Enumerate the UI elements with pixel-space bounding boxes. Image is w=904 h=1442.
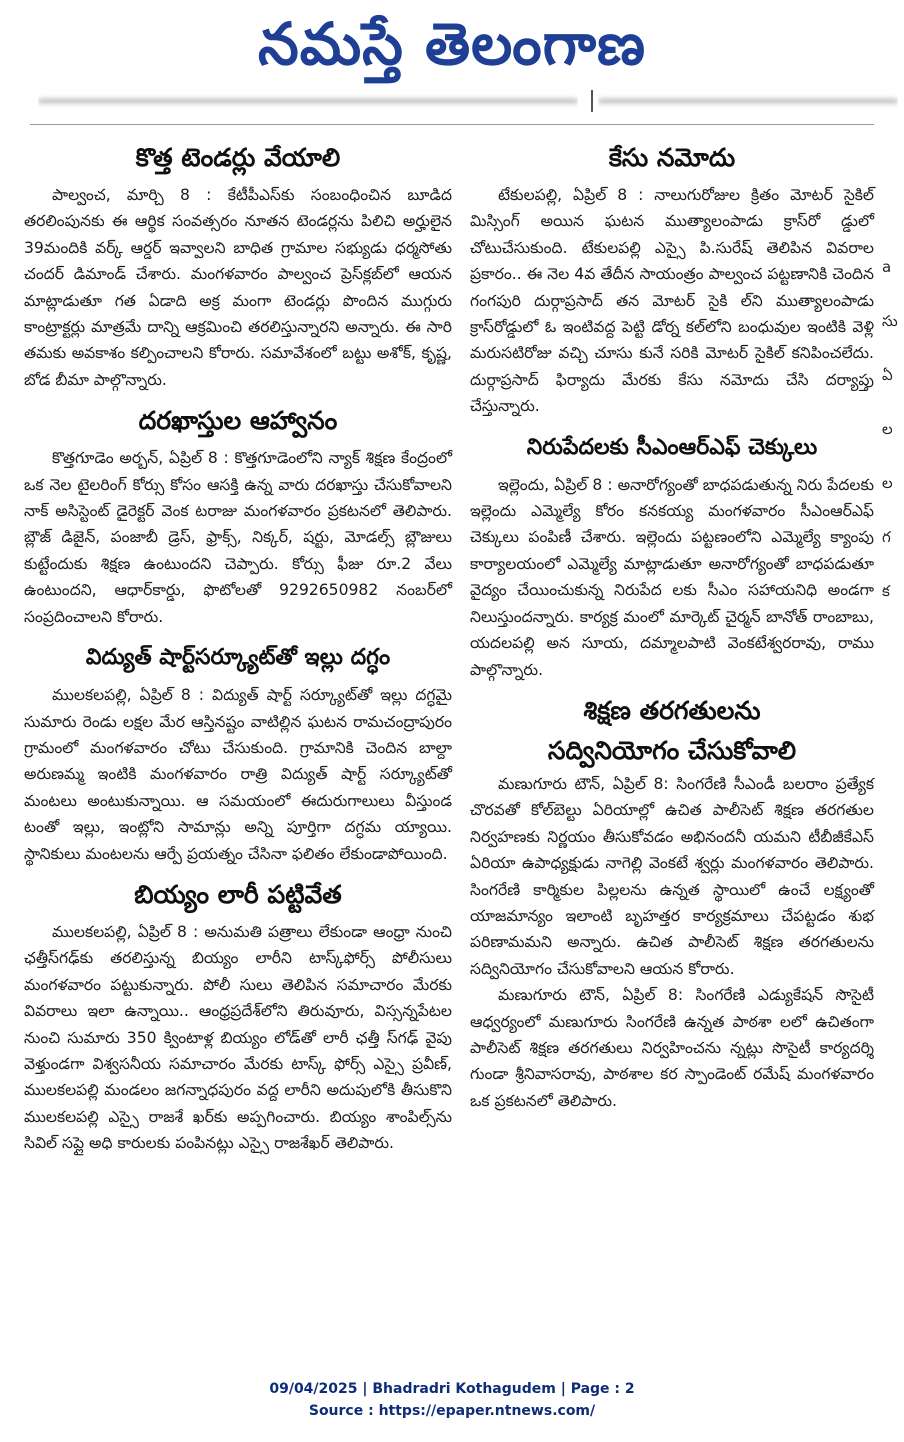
masthead bbox=[0, 0, 904, 88]
edge-fragment: గ bbox=[882, 528, 891, 546]
tagline-divider bbox=[591, 90, 593, 112]
article-body: మణుగూరు టౌన్, ఏప్రిల్ 8: సింగరేణి ఎడ్యుకేషన్ సొసైటీ ఆధ్వర్యంలో మణుగూరు సింగరేణి ఉన్నత పాఠశా లలో ఉచితంగా పాలీసెట్ శిక్షణ తరగతులు నిర్వహించను న్నట్లు సొసైటీ కార్యదర్శి గుండా శ్రీనివాసరావు, పాఠశాల కర స్పాండెంట్ రమేష్ మంగళవారం ఒక ప్రకటనలో తెలిపారు. bbox=[470, 986, 874, 1110]
article-body: ఇల్లెందు, ఏప్రిల్ 8 : అనారోగ్యంతో బాధపడుతున్న నిరు పేదలకు ఇల్లెందు ఎమ్మెల్యే కోరం కనకయ్య మంగళవారం సీఎంఆర్‌ఎఫ్ చెక్కులు పంపిణీ చేశారు. ఇల్లెందు పట్టణంలోని ఎమ్మెల్యే క్యాంపు కార్యాలయంలో ఎమ్మెల్యే మాట్లాడుతూ అనారోగ్యంతో బాధపడుతూ వైద్యం చేయించుకున్న నిరుపేద లకు సీఎం సహాయనిధి అండగా నిలుస్తుందన్నారు. కార్యక్ర మంలో మార్కెట్ చైర్మన్ బానోత్ రాంబాబు, యదలపల్లి అన సూయ, దమ్మాలపాటి వెంకటేశ్వరరావు, రాము పాల్గొన్నారు. bbox=[470, 475, 874, 679]
article-body: టేకులపల్లి, ఏప్రిల్ 8 : నాలుగురోజుల క్రితం మోటర్ సైకిల్ మిస్సింగ్ అయిన ఘటన ముత్యాలంపాడు క్రాస్‌రో డ్డులో చోటుచేసుకుంది. టేకులపల్లి ఎస్సై పి.సురేష్ తెలిపిన వివరాల ప్రకారం.. ఈ నెల 4వ తేదీన సాయంత్రం పాల్వంచ పట్టణానికి చెందిన గంగపురి దుర్గాప్రసాద్ తన మోటర్ సైకి ల్‌ని ముత్యాలంపాడు క్రాస్‌రోడ్డులో ఓ ఇంటివద్ద పెట్టి డోర్న కల్‌లోని బంధువుల ఇంటికి వెళ్లి మరుసటిరోజు వచ్చి చూసు కునే సరికి మోటర్ సైకిల్ కనిపించలేదు. దుర్గాప్రసాద్ ఫిర్యాదు మేరకు కేసు నమోదు చేసి దర్యాప్తు చేస్తున్నారు. bbox=[470, 186, 874, 416]
article-body: పాల్వంచ, మార్చి 8 : కేటీపీఎస్‌కు సంబంధించిన బూడిద తరలింపునకు ఈ ఆర్థిక సంవత్సరం నూతన టెండర్లను పిలిచి అర్హులైన 39మందికి వర్క్ ఆర్డర్ ఇవ్వాలని బాధిత గ్రామాల సభ్యుడు ధర్మసోతు చందర్ డిమాండ్ చేశారు. మంగళవారం పాల్వంచ ప్రెస్‌క్లబ్‌లో ఆయన మాట్లాడుతూ గత ఏడాది అక్ర మంగా టెండర్లు పొందిన ముగ్గురు కాంట్రాక్టర్లు మాత్రమే దాన్ని ఆక్రమించి తరలిస్తున్నారని అన్నారు. ఈ సారి తమకు అవకాశం కల్పించాలని కోరారు. సమావేశంలో బట్టు అశోక్, కృష్ణ, బోడ బీమా పాల్గొన్నారు. bbox=[24, 186, 452, 389]
source-link[interactable]: Source : https://epaper.ntnews.com/ bbox=[308, 1403, 596, 1419]
edge-fragment: సు bbox=[882, 312, 898, 330]
masthead-rule bbox=[30, 124, 874, 125]
blurred-tagline-left bbox=[38, 92, 578, 110]
article-cmrf-cheques bbox=[470, 428, 874, 683]
article-body: మణుగూరు టౌన్, ఏప్రిల్ 8: సింగరేణి సీఎండీ బలరాం ప్రత్యేక చొరవతో కోల్‌బెల్టు ఏరియాల్లో ఉచిత పాలీసెట్ శిక్షణ తరగతుల నిర్వహణకు నిర్ణయం తీసుకోవడం అభినందనీ యమని టీబీజీకేఎస్ ఏరియా ఉపాధ్యక్షుడు నాగెల్లి వెంకటే శ్వర్లు మంగళవారం తెలిపారు. సింగరేణి కార్మికుల పిల్లలను ఉన్నత స్థాయిలో ఉంచే లక్ష్యంతో యాజమాన్యం ఇలాంటి బృహత్తర కార్యక్రమాలు చేపట్టడం శుభ పరిణామమని అన్నారు. ఉచిత పాలీసెట్ శిక్షణ తరగతులను సద్వినియోగం చేసుకోవాలని ఆయన కోరారు. bbox=[470, 774, 874, 978]
headline: నిరుపేదలకు సీఎంఆర్‌ఎఫ్ చెక్కులు bbox=[526, 434, 818, 460]
article-house-fire bbox=[24, 638, 452, 867]
middle-column bbox=[470, 136, 874, 1122]
edge-fragment: ల bbox=[882, 474, 893, 492]
article-new-tenders bbox=[24, 138, 452, 393]
headline: కేసు నమోదు bbox=[608, 143, 736, 172]
left-column bbox=[24, 136, 452, 1165]
edge-fragment: ఏ bbox=[882, 366, 893, 384]
article-applications bbox=[24, 401, 452, 630]
right-edge-column bbox=[882, 240, 904, 618]
headline: బియ్యం లారీ పట్టివేత bbox=[134, 879, 342, 909]
newspaper-title: నమస్తే తెలంగాణ bbox=[258, 10, 646, 78]
headline: కొత్త టెండర్లు వేయాలి bbox=[135, 143, 341, 172]
article-rice-lorry bbox=[24, 875, 452, 1157]
headline: దరఖాస్తుల ఆహ్వానం bbox=[138, 406, 338, 436]
edition-info: 09/04/2025 | Bhadradri Kothagudem | Page : 2 bbox=[269, 1381, 635, 1397]
article-body: ములకలపల్లి, ఏప్రిల్ 8 : విద్యుత్ షార్ట్ సర్క్యూట్‌తో ఇల్లు దగ్ధమై సుమారు రెండు లక్షల మేర ఆస్తినష్టం వాటిల్లిన ఘటన రామచంద్రాపురం గ్రామంలో మంగళవారం చోటు చేసుకుంది. గ్రామానికి చెందిన బాల్దా అరుణమ్మ ఇంటికి మంగళవారం రాత్రి విద్యుత్ షార్ట్ సర్క్యూట్‌తో మంటలు అంటుకున్నాయి. ఆ సమయంలో ఈదురుగాలులు వీస్తుండ టంతో ఇల్లు, ఇంట్లోని సామాన్లు అన్ని పూర్తిగా దగ్ధమ య్యాయి. స్థానికులు మంటలను ఆర్పే ప్రయత్నం చేసినా ఫలితం లేకుండాపోయింది. bbox=[24, 686, 452, 863]
blurred-tagline-right bbox=[598, 92, 898, 110]
edge-fragment: క bbox=[882, 582, 890, 600]
edge-fragment: ల bbox=[882, 420, 893, 438]
headline-line-1: శిక్షణ తరగతులను bbox=[583, 695, 761, 725]
headline: విద్యుత్ షార్ట్‌సర్క్యూట్‌తో ఇల్లు దగ్ధం bbox=[85, 645, 391, 671]
article-training-classes bbox=[470, 691, 874, 1114]
article-case-registered bbox=[470, 138, 874, 420]
article-body: ములకలపల్లి, ఏప్రిల్ 8 : అనుమతి పత్రాలు లేకుండా ఆంధ్రా నుంచి ఛత్తీస్‌గఢ్‌కు తరలిస్తున్న బియ్యం లారీని టాస్క్‌ఫోర్స్ పోలీసులు మంగళవారం పట్టుకున్నారు. పోలీ సులు తెలిపిన సమాచారం మేరకు వివరాలు ఇలా ఉన్నాయి.. ఆంధ్రప్రదేశ్‌లోని తిరువూరు, విస్సన్నపేటల నుంచి సుమారు 350 క్వింటాళ్ల బియ్యం లోడ్‌తో లారీ ఛత్తీ స్‌గఢ్ వైపు వెళ్తుండగా విశ్వసనీయ సమాచారం మేరకు టాస్క్ ఫోర్స్ ఎస్సై ప్రవీణ్, ములకలపల్లి మండలం జగన్నాధపురం వద్ద లారీని అదుపులోకి తీసుకొని ములకలపల్లి ఎస్సై రాజశే ఖర్‌కు అప్పగించారు. బియ్యం శాంపిల్స్‌ను సివిల్ సప్లై అధి కారులకు పంపినట్లు ఎస్సై రాజశేఖర్ తెలిపారు. bbox=[24, 922, 452, 1153]
page-footer bbox=[0, 1378, 904, 1422]
headline-line-2: సద్వినియోగం చేసుకోవాలి bbox=[547, 735, 797, 765]
article-body: కొత్తగూడెం అర్బన్, ఏప్రిల్ 8 : కొత్తగూడెంలోని న్యాక్ శిక్షణ కేంద్రంలో ఒక నెల టైలరింగ్ కోర్సు కోసం ఆసక్తి ఉన్న వారు దరఖాస్తు చేసుకోవాలని నాక్ అసిస్టెంట్ డైరెక్టర్ వెంక టరాజు మంగళవారం ప్రకటనలో తెలిపారు. బ్లౌజ్ డిజైన్, పంజాబీ డ్రెస్, ఫ్రాక్స్, నిక్కర్, షర్టు, మోడల్స్ బ్లౌజులు కుట్టేందుకు శిక్షణ ఉంటుందని చెప్పారు. కోర్సు ఫీజు రూ.2 వేలు ఉంటుందని, ఆధార్‌కార్డు, ఫొటోలతో 9292650982 నంబర్‌లో సంప్రదించాలని కోరారు. bbox=[24, 449, 452, 626]
edge-fragment: a bbox=[882, 258, 892, 276]
